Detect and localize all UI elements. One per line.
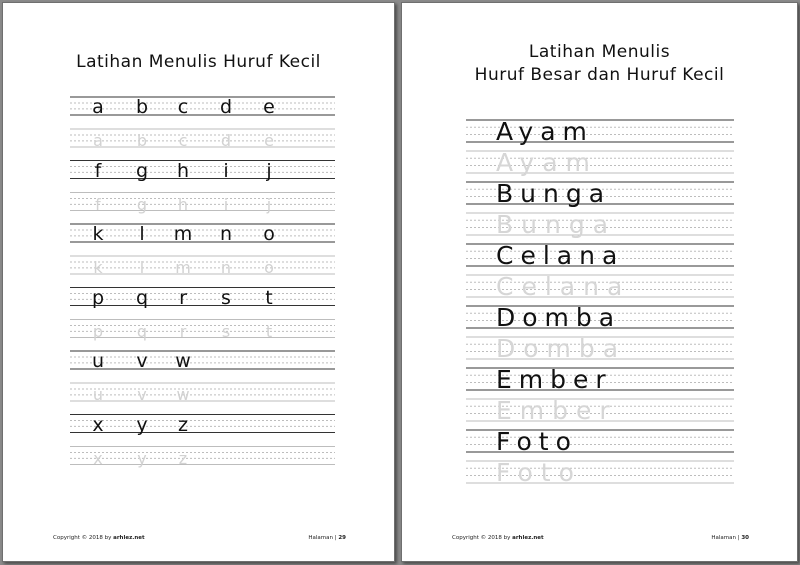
letter-trace-v: v [137, 385, 147, 404]
page-label: Halaman | [711, 535, 740, 541]
letter-n: n [219, 223, 233, 245]
copyright-text: Copyright © 2018 by [452, 535, 513, 541]
letter-trace-i: i [223, 194, 229, 214]
word-ember: Ember [496, 365, 613, 394]
letter-trace-m: m [175, 258, 191, 277]
letter-d: d [219, 96, 233, 118]
page-number-footer [308, 535, 346, 541]
letter-trace-x: x [93, 448, 103, 468]
page-label: Halaman | [308, 535, 337, 541]
site-name: arhlez.net [113, 535, 145, 541]
letter-trace-h: h [177, 194, 189, 214]
worksheet-page-right [401, 2, 798, 562]
letter-trace-l: l [139, 258, 145, 277]
copyright-text: Copyright © 2018 by [53, 535, 114, 541]
letter-trace-e: e [264, 131, 274, 150]
letter-trace-d: d [220, 131, 232, 150]
letter-trace-b: b [136, 131, 148, 150]
letter-p: p [91, 286, 105, 309]
word-celana: Celana [496, 241, 625, 270]
letter-w: w [175, 350, 191, 372]
letter-c: c [177, 96, 189, 118]
letter-b: b [135, 96, 149, 118]
word-foto: Foto [496, 427, 578, 456]
letter-j: j [266, 159, 272, 182]
letter-m: m [173, 223, 193, 245]
letter-o: o [263, 223, 275, 245]
word-trace-foto: Foto [496, 458, 582, 487]
letter-trace-q: q [136, 321, 148, 341]
letter-trace-k: k [93, 258, 103, 277]
letter-i: i [223, 159, 229, 182]
letter-l: l [139, 223, 145, 245]
word-trace-celana: Celana [496, 272, 631, 301]
letter-z: z [178, 413, 188, 436]
letter-e: e [263, 96, 275, 118]
letter-trace-w: w [176, 385, 190, 404]
title-line: Latihan Menulis Huruf Kecil [76, 52, 321, 72]
letter-v: v [136, 350, 148, 372]
letter-trace-u: u [92, 385, 104, 404]
page-number: 30 [741, 535, 749, 541]
letter-x: x [92, 413, 104, 436]
letter-k: k [92, 223, 104, 245]
word-trace-ayam: Ayam [496, 148, 598, 177]
letter-trace-j: j [266, 194, 272, 214]
letter-s: s [221, 286, 231, 309]
letter-u: u [91, 350, 105, 372]
word-trace-domba: Domba [496, 334, 627, 363]
word-domba: Domba [496, 303, 622, 332]
word-trace-bunga: Bunga [496, 210, 617, 239]
word-ayam: Ayam [496, 117, 594, 146]
copyright-footer [452, 535, 544, 541]
letter-trace-c: c [178, 131, 188, 150]
letter-trace-y: y [137, 448, 147, 468]
letter-trace-r: r [179, 321, 187, 341]
letter-r: r [179, 286, 187, 309]
ruled-lines [3, 3, 394, 561]
letter-q: q [135, 286, 149, 309]
page-number: 29 [338, 535, 346, 541]
letter-h: h [176, 159, 190, 182]
letter-trace-t: t [265, 321, 273, 341]
letter-a: a [92, 96, 104, 118]
word-bunga: Bunga [496, 179, 612, 208]
word-trace-ember: Ember [496, 396, 618, 425]
letter-trace-o: o [264, 258, 274, 277]
letter-trace-n: n [220, 258, 232, 277]
letter-trace-p: p [92, 321, 104, 341]
copyright-footer [53, 535, 145, 541]
letter-g: g [135, 159, 149, 182]
title-line: Huruf Besar dan Huruf Kecil [474, 65, 725, 85]
letter-trace-f: f [95, 194, 101, 214]
letter-t: t [265, 286, 273, 309]
letter-trace-g: g [136, 194, 148, 214]
worksheet-page-left [2, 2, 395, 562]
letter-trace-z: z [178, 448, 188, 468]
site-name: arhlez.net [512, 535, 544, 541]
letter-trace-s: s [221, 321, 231, 341]
letter-f: f [94, 159, 102, 182]
letter-trace-a: a [93, 131, 103, 150]
title-line: Latihan Menulis [528, 42, 671, 62]
page-number-footer [711, 535, 749, 541]
letter-y: y [136, 413, 148, 436]
